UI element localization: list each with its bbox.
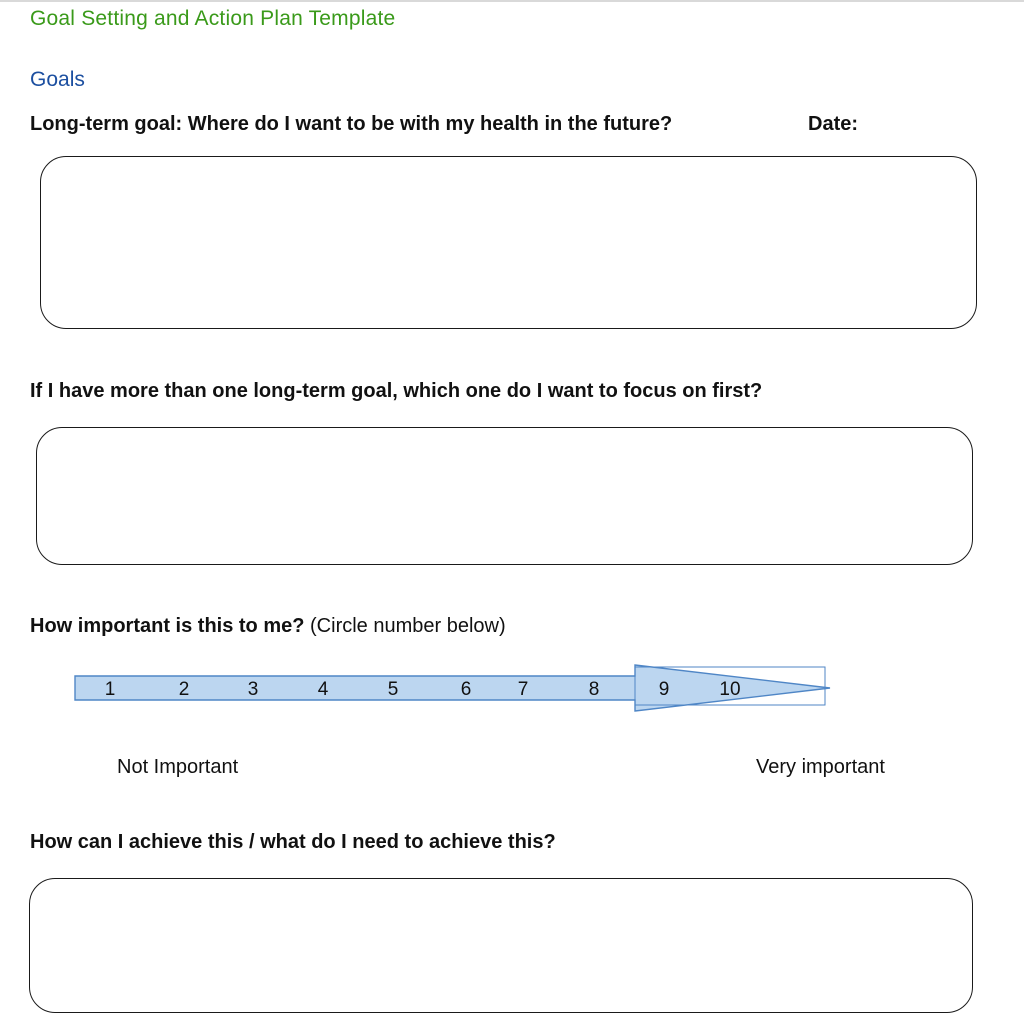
scale-number-5[interactable]: 5	[387, 679, 399, 700]
importance-question-text: How important is this to me?	[30, 615, 305, 637]
achieve-question: How can I achieve this / what do I need to achieve this?	[30, 831, 556, 853]
top-divider	[0, 0, 1024, 2]
scale-number-10[interactable]: 10	[719, 679, 741, 700]
scale-number-8[interactable]: 8	[588, 679, 600, 700]
importance-instruction-note: (Circle number below)	[310, 615, 506, 637]
scale-high-label: Very important	[756, 756, 885, 778]
scale-number-9[interactable]: 9	[658, 679, 670, 700]
importance-question	[30, 615, 506, 638]
achieve-answer-box[interactable]	[29, 878, 973, 1013]
scale-number-7[interactable]: 7	[517, 679, 529, 700]
focus-first-answer-box[interactable]	[36, 427, 973, 565]
section-heading-goals: Goals	[30, 68, 85, 91]
scale-number-1[interactable]: 1	[104, 679, 116, 700]
date-label: Date:	[808, 113, 859, 135]
long-term-goal-answer-box[interactable]	[40, 156, 977, 329]
long-term-goal-question: Long-term goal: Where do I want to be with my health in the future?	[30, 113, 673, 135]
scale-number-6[interactable]: 6	[460, 679, 472, 700]
document-title: Goal Setting and Action Plan Template	[30, 7, 396, 30]
scale-low-label: Not Important	[117, 756, 239, 778]
scale-number-3[interactable]: 3	[247, 679, 259, 700]
focus-first-question: If I have more than one long-term goal, which one do I want to focus on first?	[30, 380, 763, 402]
scale-number-2[interactable]: 2	[178, 679, 190, 700]
scale-number-4[interactable]: 4	[317, 679, 329, 700]
importance-scale-arrow	[70, 660, 840, 716]
